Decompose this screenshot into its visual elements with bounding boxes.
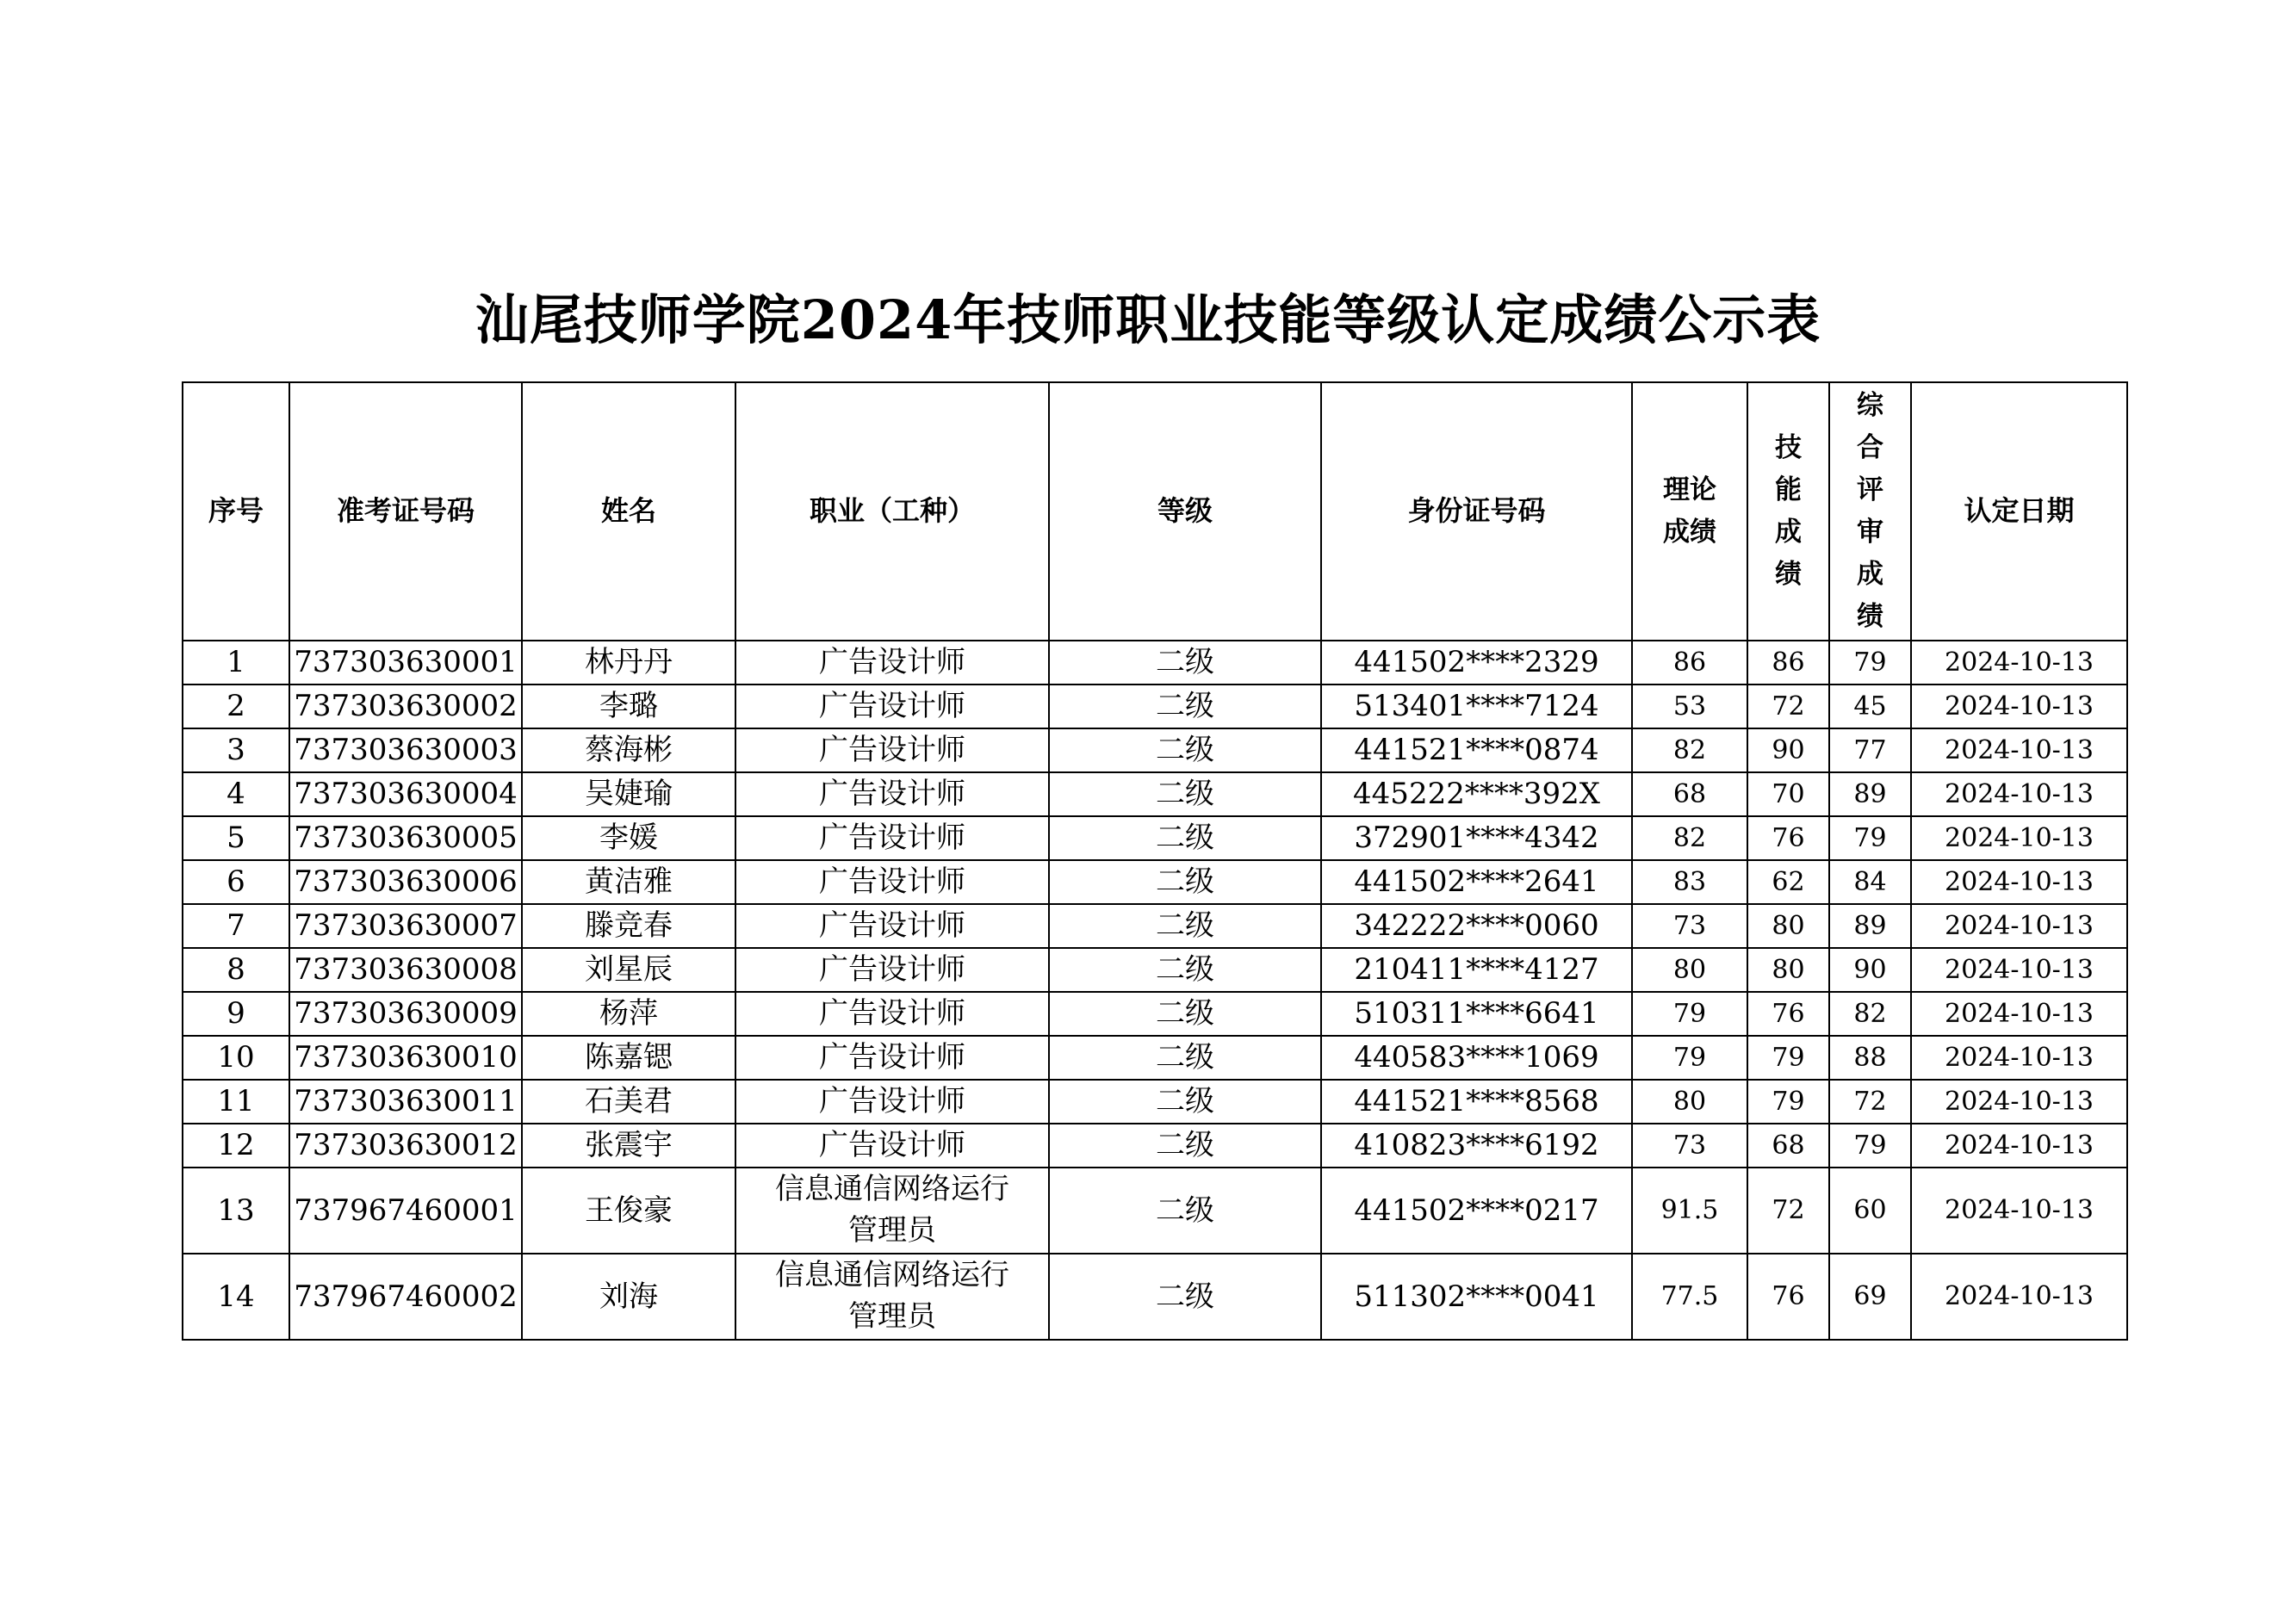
cell-level: 二级 bbox=[1049, 1168, 1321, 1254]
cell-ticket: 737303630009 bbox=[289, 992, 522, 1036]
cell-review: 90 bbox=[1829, 948, 1911, 992]
cell-level: 二级 bbox=[1049, 860, 1321, 904]
cell-theory: 73 bbox=[1632, 904, 1747, 948]
cell-name: 林丹丹 bbox=[522, 641, 735, 685]
cell-theory: 77.5 bbox=[1632, 1254, 1747, 1340]
cell-occupation: 广告设计师 bbox=[735, 728, 1049, 772]
cell-level: 二级 bbox=[1049, 1080, 1321, 1124]
header-review-char: 合 bbox=[1857, 432, 1883, 464]
header-review-char: 审 bbox=[1857, 517, 1883, 548]
cell-seq: 2 bbox=[183, 685, 289, 728]
cell-level: 二级 bbox=[1049, 685, 1321, 728]
cell-occupation: 广告设计师 bbox=[735, 992, 1049, 1036]
cell-seq: 6 bbox=[183, 860, 289, 904]
cell-id-number: 210411****4127 bbox=[1321, 948, 1632, 992]
cell-theory: 82 bbox=[1632, 816, 1747, 860]
cell-date: 2024-10-13 bbox=[1911, 685, 2127, 728]
cell-skill: 62 bbox=[1747, 860, 1829, 904]
cell-seq: 1 bbox=[183, 641, 289, 685]
cell-ticket: 737303630010 bbox=[289, 1036, 522, 1080]
cell-skill: 72 bbox=[1747, 1168, 1829, 1254]
header-review-char: 绩 bbox=[1857, 600, 1883, 632]
cell-occupation: 广告设计师 bbox=[735, 685, 1049, 728]
cell-ticket: 737303630002 bbox=[289, 685, 522, 728]
cell-review: 72 bbox=[1829, 1080, 1911, 1124]
cell-level: 二级 bbox=[1049, 816, 1321, 860]
cell-theory: 79 bbox=[1632, 992, 1747, 1036]
cell-level: 二级 bbox=[1049, 992, 1321, 1036]
cell-theory: 68 bbox=[1632, 772, 1747, 816]
cell-skill: 79 bbox=[1747, 1080, 1829, 1124]
cell-date: 2024-10-13 bbox=[1911, 772, 2127, 816]
header-occupation: 职业（工种） bbox=[735, 382, 1049, 641]
cell-name: 陈嘉锶 bbox=[522, 1036, 735, 1080]
cell-ticket: 737303630011 bbox=[289, 1080, 522, 1124]
cell-skill: 80 bbox=[1747, 904, 1829, 948]
cell-id-number: 441502****2329 bbox=[1321, 641, 1632, 685]
table-row bbox=[183, 1124, 2127, 1168]
cell-id-number: 441502****2641 bbox=[1321, 860, 1632, 904]
cell-id-number: 510311****6641 bbox=[1321, 992, 1632, 1036]
cell-skill: 80 bbox=[1747, 948, 1829, 992]
cell-ticket: 737303630008 bbox=[289, 948, 522, 992]
cell-name: 李璐 bbox=[522, 685, 735, 728]
table-row bbox=[183, 1036, 2127, 1080]
cell-name: 杨萍 bbox=[522, 992, 735, 1036]
cell-level: 二级 bbox=[1049, 1036, 1321, 1080]
cell-ticket: 737967460001 bbox=[289, 1168, 522, 1254]
table-row bbox=[183, 860, 2127, 904]
cell-id-number: 441502****0217 bbox=[1321, 1168, 1632, 1254]
cell-theory: 80 bbox=[1632, 948, 1747, 992]
cell-skill: 72 bbox=[1747, 685, 1829, 728]
cell-occupation: 广告设计师 bbox=[735, 860, 1049, 904]
cell-occupation bbox=[735, 1254, 1049, 1340]
cell-name: 滕竞春 bbox=[522, 904, 735, 948]
cell-occupation: 广告设计师 bbox=[735, 1080, 1049, 1124]
cell-date: 2024-10-13 bbox=[1911, 948, 2127, 992]
header-skill-char: 能 bbox=[1775, 474, 1802, 506]
header-review-char: 成 bbox=[1857, 558, 1883, 590]
cell-line: 管理员 bbox=[848, 1213, 936, 1248]
cell-id-number: 445222****392X bbox=[1321, 772, 1632, 816]
cell-theory: 86 bbox=[1632, 641, 1747, 685]
cell-date: 2024-10-13 bbox=[1911, 1254, 2127, 1340]
cell-ticket: 737303630012 bbox=[289, 1124, 522, 1168]
cell-line: 信息通信网络运行 bbox=[775, 1172, 1009, 1207]
cell-review: 88 bbox=[1829, 1036, 1911, 1080]
cell-id-number: 441521****0874 bbox=[1321, 728, 1632, 772]
table-row bbox=[183, 948, 2127, 992]
cell-ticket: 737303630007 bbox=[289, 904, 522, 948]
cell-skill: 79 bbox=[1747, 1036, 1829, 1080]
cell-occupation: 广告设计师 bbox=[735, 1036, 1049, 1080]
cell-date: 2024-10-13 bbox=[1911, 904, 2127, 948]
cell-skill: 70 bbox=[1747, 772, 1829, 816]
cell-id-number: 372901****4342 bbox=[1321, 816, 1632, 860]
cell-id-number: 513401****7124 bbox=[1321, 685, 1632, 728]
page-title: 汕尾技师学院2024年技师职业技能等级认定成绩公示表 bbox=[475, 288, 1821, 351]
cell-name: 蔡海彬 bbox=[522, 728, 735, 772]
cell-seq: 4 bbox=[183, 772, 289, 816]
cell-skill: 76 bbox=[1747, 992, 1829, 1036]
cell-date: 2024-10-13 bbox=[1911, 992, 2127, 1036]
header-seq: 序号 bbox=[183, 382, 289, 641]
cell-date: 2024-10-13 bbox=[1911, 816, 2127, 860]
table-row bbox=[183, 772, 2127, 816]
cell-line: 信息通信网络运行 bbox=[775, 1258, 1009, 1293]
header-row bbox=[183, 382, 2127, 641]
cell-theory: 91.5 bbox=[1632, 1168, 1747, 1254]
header-id-number: 身份证号码 bbox=[1321, 382, 1632, 641]
cell-seq: 8 bbox=[183, 948, 289, 992]
cell-seq: 14 bbox=[183, 1254, 289, 1340]
cell-theory: 80 bbox=[1632, 1080, 1747, 1124]
header-review-char: 综 bbox=[1857, 390, 1883, 422]
cell-review: 60 bbox=[1829, 1168, 1911, 1254]
results-table bbox=[182, 381, 2128, 1341]
cell-theory: 82 bbox=[1632, 728, 1747, 772]
header-level: 等级 bbox=[1049, 382, 1321, 641]
cell-occupation bbox=[735, 1168, 1049, 1254]
cell-name: 黄洁雅 bbox=[522, 860, 735, 904]
cell-review: 89 bbox=[1829, 904, 1911, 948]
cell-occupation: 广告设计师 bbox=[735, 816, 1049, 860]
cell-name: 石美君 bbox=[522, 1080, 735, 1124]
cell-skill: 86 bbox=[1747, 641, 1829, 685]
cell-seq: 10 bbox=[183, 1036, 289, 1080]
cell-ticket: 737303630006 bbox=[289, 860, 522, 904]
cell-ticket: 737303630001 bbox=[289, 641, 522, 685]
cell-review: 79 bbox=[1829, 816, 1911, 860]
table-row bbox=[183, 904, 2127, 948]
cell-id-number: 342222****0060 bbox=[1321, 904, 1632, 948]
header-theory-line: 成绩 bbox=[1663, 517, 1716, 548]
cell-ticket: 737967460002 bbox=[289, 1254, 522, 1340]
cell-seq: 7 bbox=[183, 904, 289, 948]
table-row bbox=[183, 816, 2127, 860]
cell-date: 2024-10-13 bbox=[1911, 860, 2127, 904]
cell-date: 2024-10-13 bbox=[1911, 1080, 2127, 1124]
cell-theory: 73 bbox=[1632, 1124, 1747, 1168]
table-row bbox=[183, 1080, 2127, 1124]
cell-name: 刘星辰 bbox=[522, 948, 735, 992]
header-theory-line: 理论 bbox=[1663, 474, 1716, 506]
cell-seq: 9 bbox=[183, 992, 289, 1036]
cell-name: 张震宇 bbox=[522, 1124, 735, 1168]
cell-review: 77 bbox=[1829, 728, 1911, 772]
table-row bbox=[183, 641, 2127, 685]
table-body bbox=[183, 641, 2127, 1340]
cell-level: 二级 bbox=[1049, 772, 1321, 816]
cell-review: 45 bbox=[1829, 685, 1911, 728]
cell-review: 82 bbox=[1829, 992, 1911, 1036]
cell-name: 吴婕瑜 bbox=[522, 772, 735, 816]
cell-theory: 83 bbox=[1632, 860, 1747, 904]
cell-name: 李媛 bbox=[522, 816, 735, 860]
cell-level: 二级 bbox=[1049, 1124, 1321, 1168]
header-review bbox=[1829, 382, 1911, 641]
cell-seq: 13 bbox=[183, 1168, 289, 1254]
table-row bbox=[183, 1168, 2127, 1254]
header-theory bbox=[1632, 382, 1747, 641]
cell-review: 79 bbox=[1829, 641, 1911, 685]
cell-id-number: 441521****8568 bbox=[1321, 1080, 1632, 1124]
cell-occupation: 广告设计师 bbox=[735, 772, 1049, 816]
cell-review: 89 bbox=[1829, 772, 1911, 816]
cell-level: 二级 bbox=[1049, 1254, 1321, 1340]
cell-seq: 11 bbox=[183, 1080, 289, 1124]
cell-id-number: 511302****0041 bbox=[1321, 1254, 1632, 1340]
cell-date: 2024-10-13 bbox=[1911, 641, 2127, 685]
cell-level: 二级 bbox=[1049, 641, 1321, 685]
cell-level: 二级 bbox=[1049, 728, 1321, 772]
cell-occupation: 广告设计师 bbox=[735, 1124, 1049, 1168]
cell-occupation: 广告设计师 bbox=[735, 641, 1049, 685]
cell-skill: 90 bbox=[1747, 728, 1829, 772]
cell-level: 二级 bbox=[1049, 948, 1321, 992]
cell-skill: 76 bbox=[1747, 1254, 1829, 1340]
cell-ticket: 737303630004 bbox=[289, 772, 522, 816]
cell-review: 84 bbox=[1829, 860, 1911, 904]
cell-name: 王俊豪 bbox=[522, 1168, 735, 1254]
cell-date: 2024-10-13 bbox=[1911, 1124, 2127, 1168]
cell-skill: 68 bbox=[1747, 1124, 1829, 1168]
cell-ticket: 737303630003 bbox=[289, 728, 522, 772]
cell-review: 79 bbox=[1829, 1124, 1911, 1168]
cell-date: 2024-10-13 bbox=[1911, 1036, 2127, 1080]
cell-line: 管理员 bbox=[848, 1299, 936, 1334]
cell-date: 2024-10-13 bbox=[1911, 728, 2127, 772]
cell-name: 刘海 bbox=[522, 1254, 735, 1340]
header-date: 认定日期 bbox=[1911, 382, 2127, 641]
header-skill bbox=[1747, 382, 1829, 641]
cell-id-number: 440583****1069 bbox=[1321, 1036, 1632, 1080]
cell-seq: 3 bbox=[183, 728, 289, 772]
cell-theory: 53 bbox=[1632, 685, 1747, 728]
table-row bbox=[183, 992, 2127, 1036]
cell-id-number: 410823****6192 bbox=[1321, 1124, 1632, 1168]
header-skill-char: 成 bbox=[1775, 517, 1802, 548]
header-skill-char: 绩 bbox=[1775, 558, 1802, 590]
cell-review: 69 bbox=[1829, 1254, 1911, 1340]
cell-occupation: 广告设计师 bbox=[735, 904, 1049, 948]
cell-date: 2024-10-13 bbox=[1911, 1168, 2127, 1254]
cell-seq: 12 bbox=[183, 1124, 289, 1168]
cell-seq: 5 bbox=[183, 816, 289, 860]
cell-theory: 79 bbox=[1632, 1036, 1747, 1080]
table-row bbox=[183, 1254, 2127, 1340]
cell-occupation: 广告设计师 bbox=[735, 948, 1049, 992]
cell-level: 二级 bbox=[1049, 904, 1321, 948]
cell-skill: 76 bbox=[1747, 816, 1829, 860]
header-skill-char: 技 bbox=[1775, 432, 1802, 464]
header-ticket: 准考证号码 bbox=[289, 382, 522, 641]
table-row bbox=[183, 728, 2127, 772]
header-name: 姓名 bbox=[522, 382, 735, 641]
table-row bbox=[183, 685, 2127, 728]
header-review-char: 评 bbox=[1857, 474, 1883, 506]
cell-ticket: 737303630005 bbox=[289, 816, 522, 860]
